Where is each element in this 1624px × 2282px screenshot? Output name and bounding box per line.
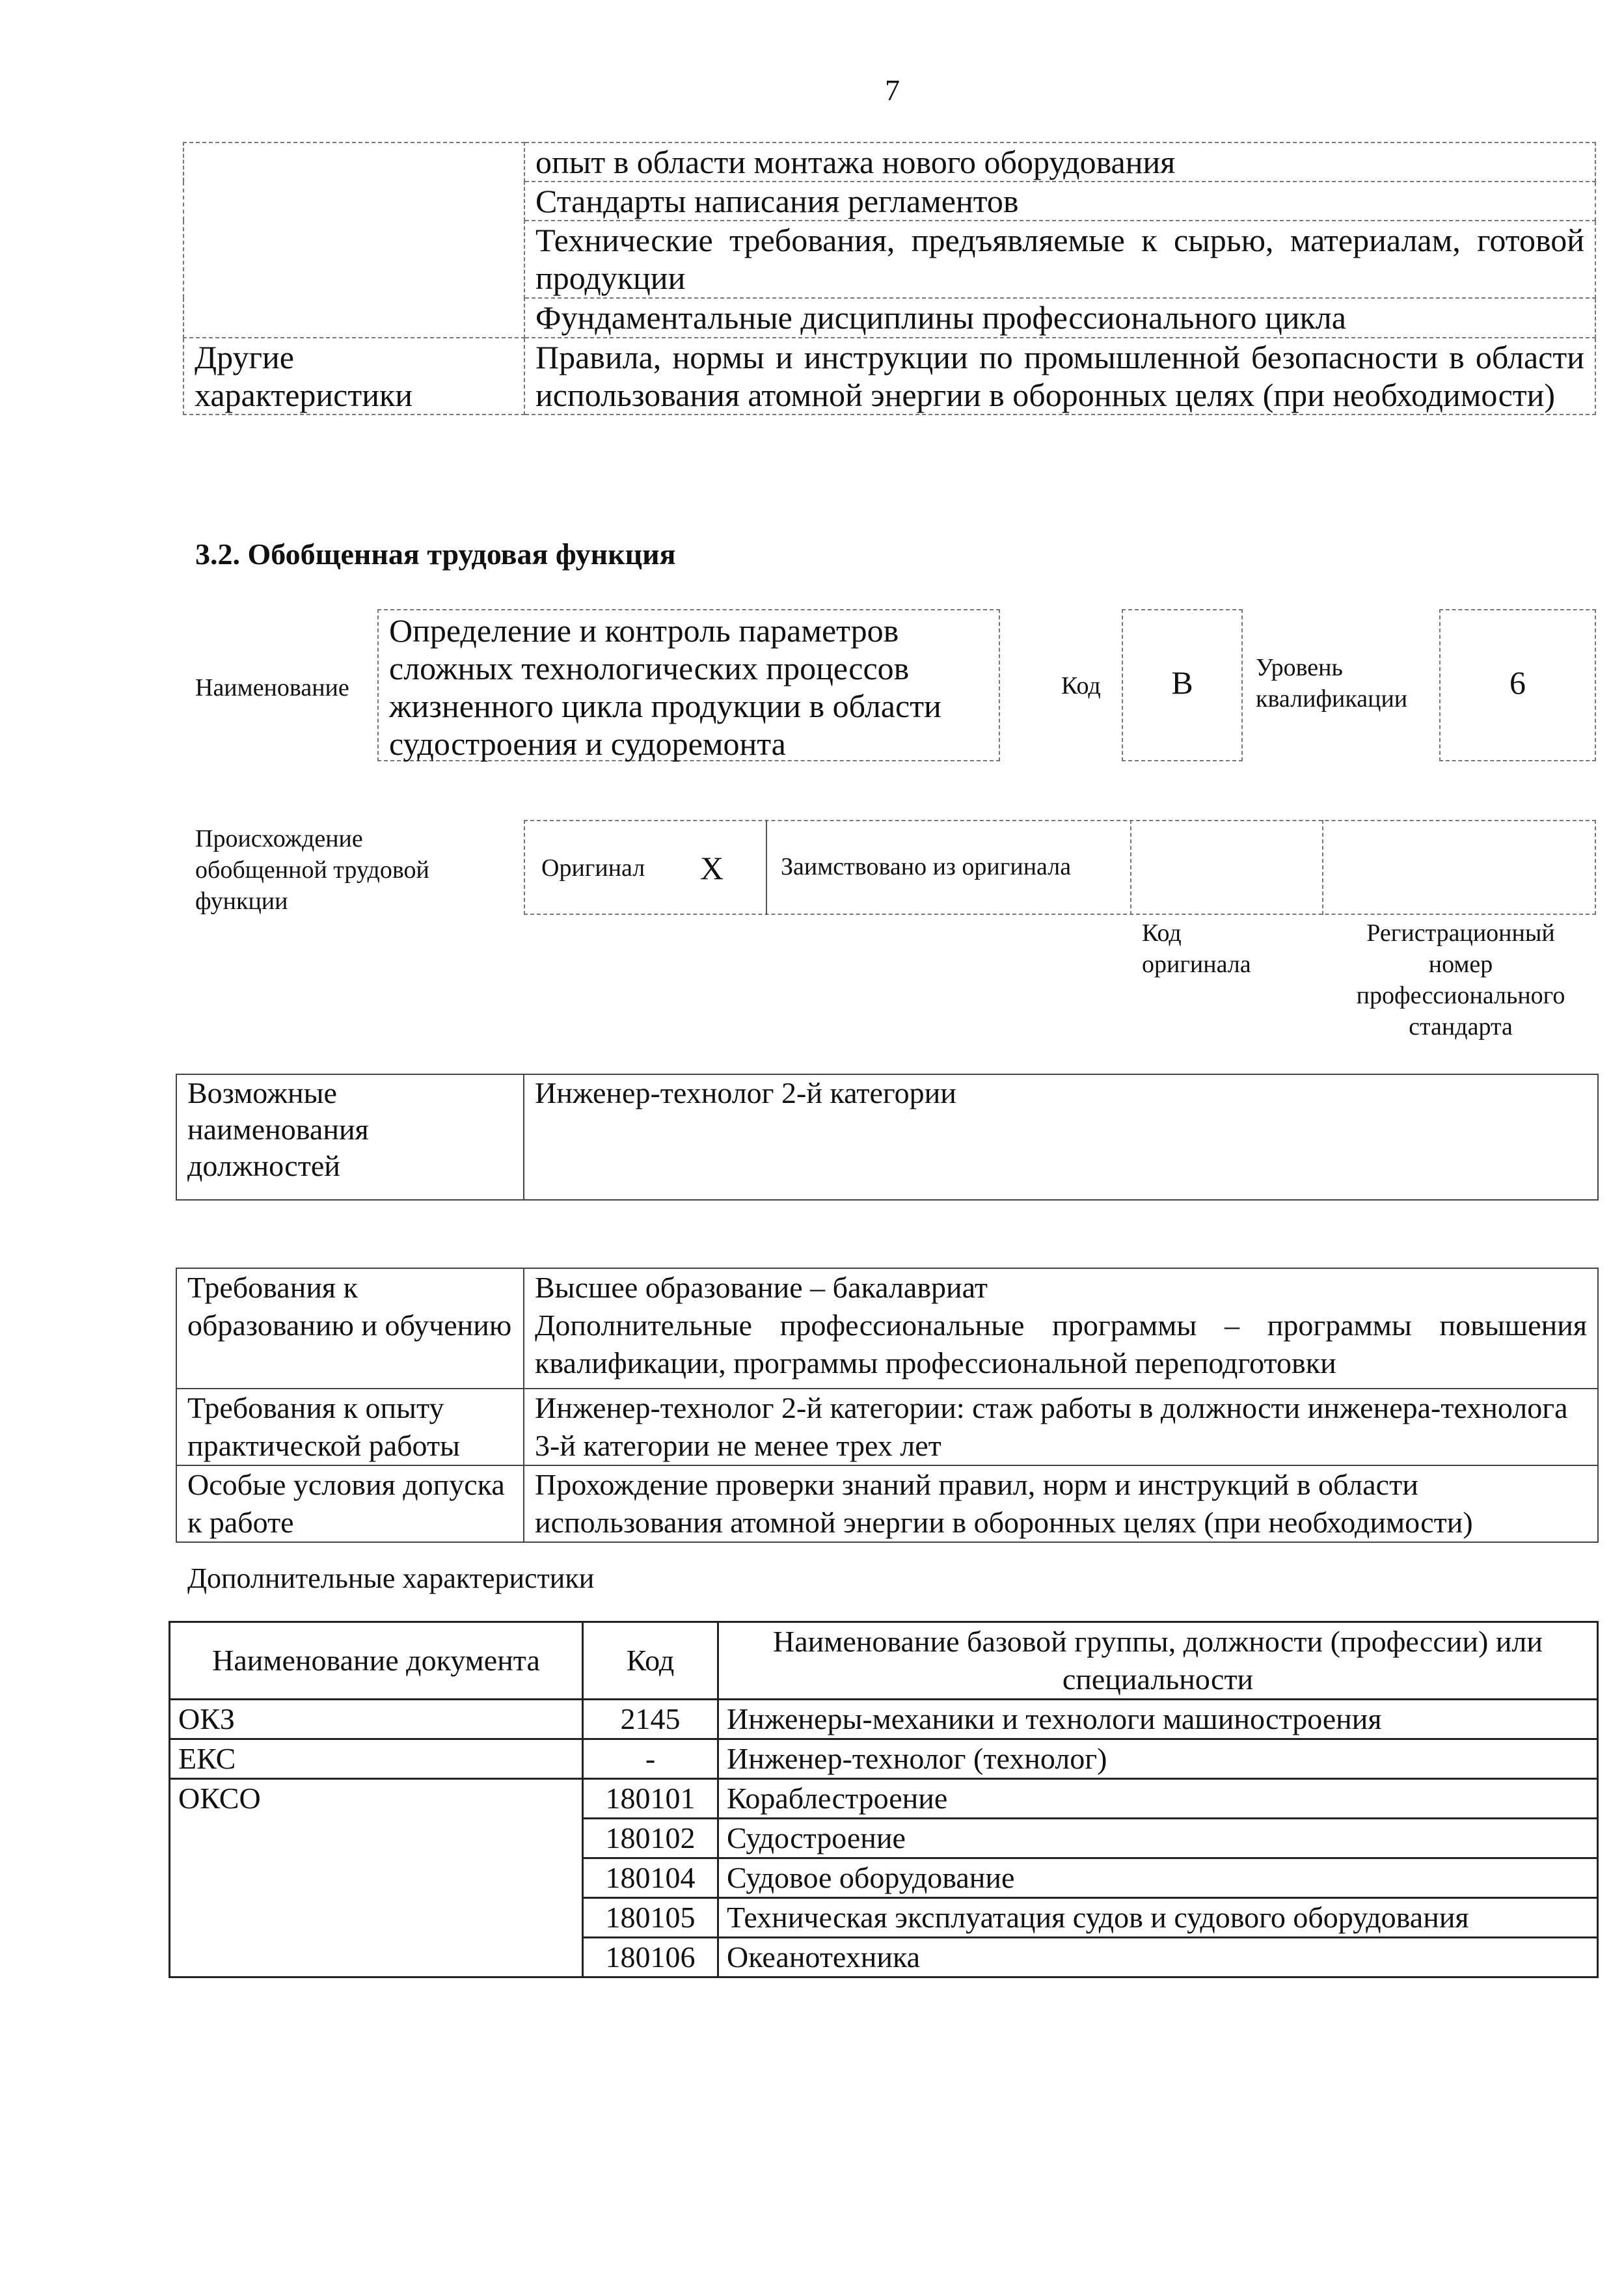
table-cell	[524, 1268, 1598, 1389]
borrowed-label: Заимствовано из оригинала	[781, 853, 1072, 880]
table-label: Особые условия допуска к работе	[176, 1465, 524, 1542]
original-label: Оригинал	[541, 854, 645, 882]
requirements-table	[176, 1268, 1599, 1543]
name-cell: Техническая эксплуатация судов и судового оборудования	[718, 1898, 1598, 1938]
empty-label-cell	[183, 143, 524, 338]
name-value-box: Определение и контроль параметров сложных технологических процессов жизненного цикла продукции в области судостроения и судоремонта	[377, 609, 1000, 761]
table-label: Другие характеристики	[183, 338, 524, 414]
code-cell: 180101	[583, 1779, 718, 1819]
page-number: 7	[885, 74, 900, 107]
table-cell: Фундаментальные дисциплины профессионального цикла	[524, 298, 1595, 338]
name-cell: Океанотехника	[718, 1938, 1598, 1977]
table-cell: опыт в области монтажа нового оборудования	[524, 143, 1595, 182]
origin-label: Происхождение обобщенной трудовой функции	[195, 825, 429, 915]
table-cell: Стандарты написания регламентов	[524, 182, 1595, 221]
table-cell: Правила, нормы и инструкции по промышленной безопасности в области использования атомной энергии в оборонных целях (при необходимости)	[524, 338, 1595, 414]
table-cell: Инженер-технолог 2-й категории: стаж работы в должности инженера-технолога 3-й категории не менее трех лет	[524, 1389, 1598, 1465]
code-cell: 2145	[583, 1700, 718, 1739]
code-cell: 180106	[583, 1938, 718, 1977]
name-cell: Судовое оборудование	[718, 1858, 1598, 1898]
table-row	[170, 1779, 1598, 1819]
name-cell: Кораблестроение	[718, 1779, 1598, 1819]
table-cell: Технические требования, предъявляемые к сырью, материалам, готовой продукции	[524, 221, 1595, 298]
column-header: Наименование базовой группы, должности (профессии) или специальности	[718, 1622, 1598, 1700]
code-label: Код	[1061, 672, 1101, 700]
name-cell: Инженер-технолог (технолог)	[718, 1739, 1598, 1779]
column-header: Код	[583, 1622, 718, 1700]
table-label: Требования к образованию и обучению	[176, 1268, 524, 1389]
text-line: Дополнительные профессиональные программы – программы повышения квалификации, программы профессиональной переподготовки	[535, 1309, 1587, 1379]
table-label: Возможные наименования должностей	[176, 1074, 524, 1200]
section-heading: 3.2. Обобщенная трудовая функция	[195, 537, 676, 571]
level-value-box: 6	[1439, 609, 1596, 761]
code-cell: 180104	[583, 1858, 718, 1898]
name-cell: Судостроение	[718, 1819, 1598, 1858]
doc-cell: ОКЗ	[170, 1700, 583, 1739]
table-row	[170, 1739, 1598, 1779]
divider	[1130, 820, 1131, 915]
additional-title: Дополнительные характеристики	[187, 1562, 595, 1594]
code-original-caption: Код оригинала	[1142, 919, 1251, 978]
divider	[1322, 820, 1323, 915]
divider	[766, 820, 767, 915]
code-cell: -	[583, 1739, 718, 1779]
code-cell: 180105	[583, 1898, 718, 1938]
table-cell: Инженер-технолог 2-й категории	[524, 1074, 1598, 1200]
knowledge-table	[183, 142, 1596, 415]
level-label: Уровень квалификации	[1256, 654, 1408, 713]
code-value-box: B	[1122, 609, 1243, 761]
name-label: Наименование	[195, 674, 349, 701]
doc-cell: ЕКС	[170, 1739, 583, 1779]
code-cell: 180102	[583, 1819, 718, 1858]
name-cell: Инженеры-механики и технологи машиностроения	[718, 1700, 1598, 1739]
table-cell: Прохождение проверки знаний правил, норм и инструкций в области использования атомной энергии в оборонных целях (при необходимости)	[524, 1465, 1598, 1542]
table-label: Требования к опыту практической работы	[176, 1389, 524, 1465]
column-header: Наименование документа	[170, 1622, 583, 1700]
doc-cell: ОКСО	[170, 1779, 583, 1977]
table-row	[170, 1700, 1598, 1739]
additional-table	[169, 1621, 1599, 1978]
reg-number-caption: Регистрационный номер профессионального стандарта	[1356, 919, 1565, 1040]
original-mark: X	[700, 850, 724, 886]
positions-table	[176, 1074, 1599, 1201]
text-line: Высшее образование – бакалавриат	[535, 1271, 988, 1304]
